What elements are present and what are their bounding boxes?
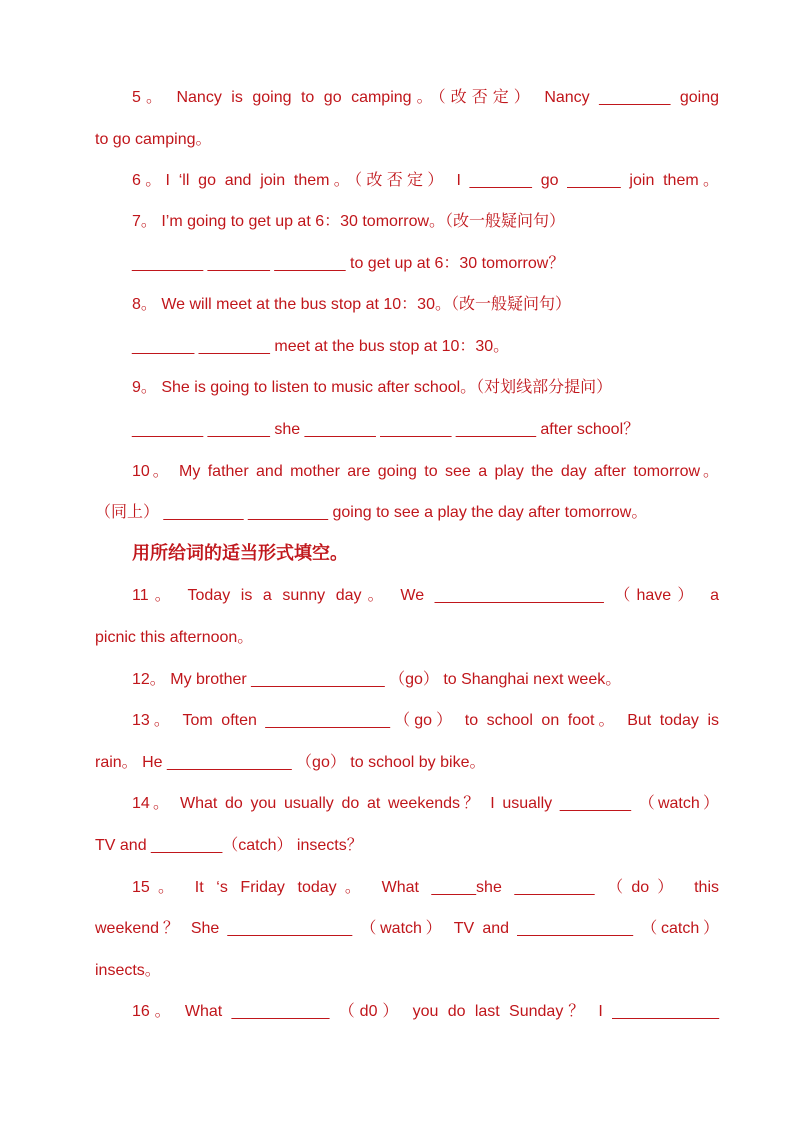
question-11-line-2: picnic this afternoon。 [95, 629, 254, 646]
question-13-line-2: rain。 He ______________ （go） to school by bike。 [95, 754, 486, 771]
question-14-line-1: 14。 What do you usually do at weekends？ I usually ________ （watch） [132, 795, 719, 812]
question-9-line-1: 9。 She is going to listen to music after school。（对划线部分提问） [132, 379, 613, 396]
question-10-line-2: （同上） _________ _________ going to see a play the day after tomorrow。 [95, 504, 648, 521]
question-8-line-2: _______ ________ meet at the bus stop at 10：30。 [132, 338, 510, 355]
question-15-line-3: insects。 [95, 962, 161, 979]
question-16: 16。 What ___________ （d0） you do last Sunday？ I ____________ [132, 1003, 719, 1020]
question-9-line-2: ________ _______ she ________ ________ _________ after school？ [132, 421, 640, 438]
question-7-line-1: 7。 I’m going to get up at 6：30 tomorrow。（改一般疑问句） [132, 213, 566, 230]
question-15-line-1: 15。 It ‘s Friday today。 What _____she _________ （do） this [132, 879, 719, 896]
question-6: 6。I ‘ll go and join them。（改否定） I _______ go ______ join them。 [132, 172, 719, 189]
question-15-line-2: weekend？ She ______________ （watch） TV and _____________ （catch） [95, 920, 719, 937]
question-5-line-1: 5。 Nancy is going to go camping。（改否定） Nancy ________ going [132, 89, 719, 106]
question-13-line-1: 13。 Tom often ______________（go） to school on foot。 But today is [132, 712, 719, 729]
section-heading: 用所给词的适当形式填空。 [132, 543, 348, 564]
question-12: 12。 My brother _______________ （go） to Shanghai next week。 [132, 671, 622, 688]
question-14-line-2: TV and ________（catch） insects？ [95, 837, 363, 854]
question-8-line-1: 8。 We will meet at the bus stop at 10：30。（改一般疑问句） [132, 296, 571, 313]
question-5-line-2: to go camping。 [95, 131, 212, 148]
question-10-line-1: 10。 My father and mother are going to see a play the day after tomorrow。 [132, 463, 719, 480]
question-11-line-1: 11。 Today is a sunny day。 We ___________________ （have） a [132, 587, 719, 604]
question-7-line-2: ________ _______ ________ to get up at 6：30 tomorrow？ [132, 255, 565, 272]
